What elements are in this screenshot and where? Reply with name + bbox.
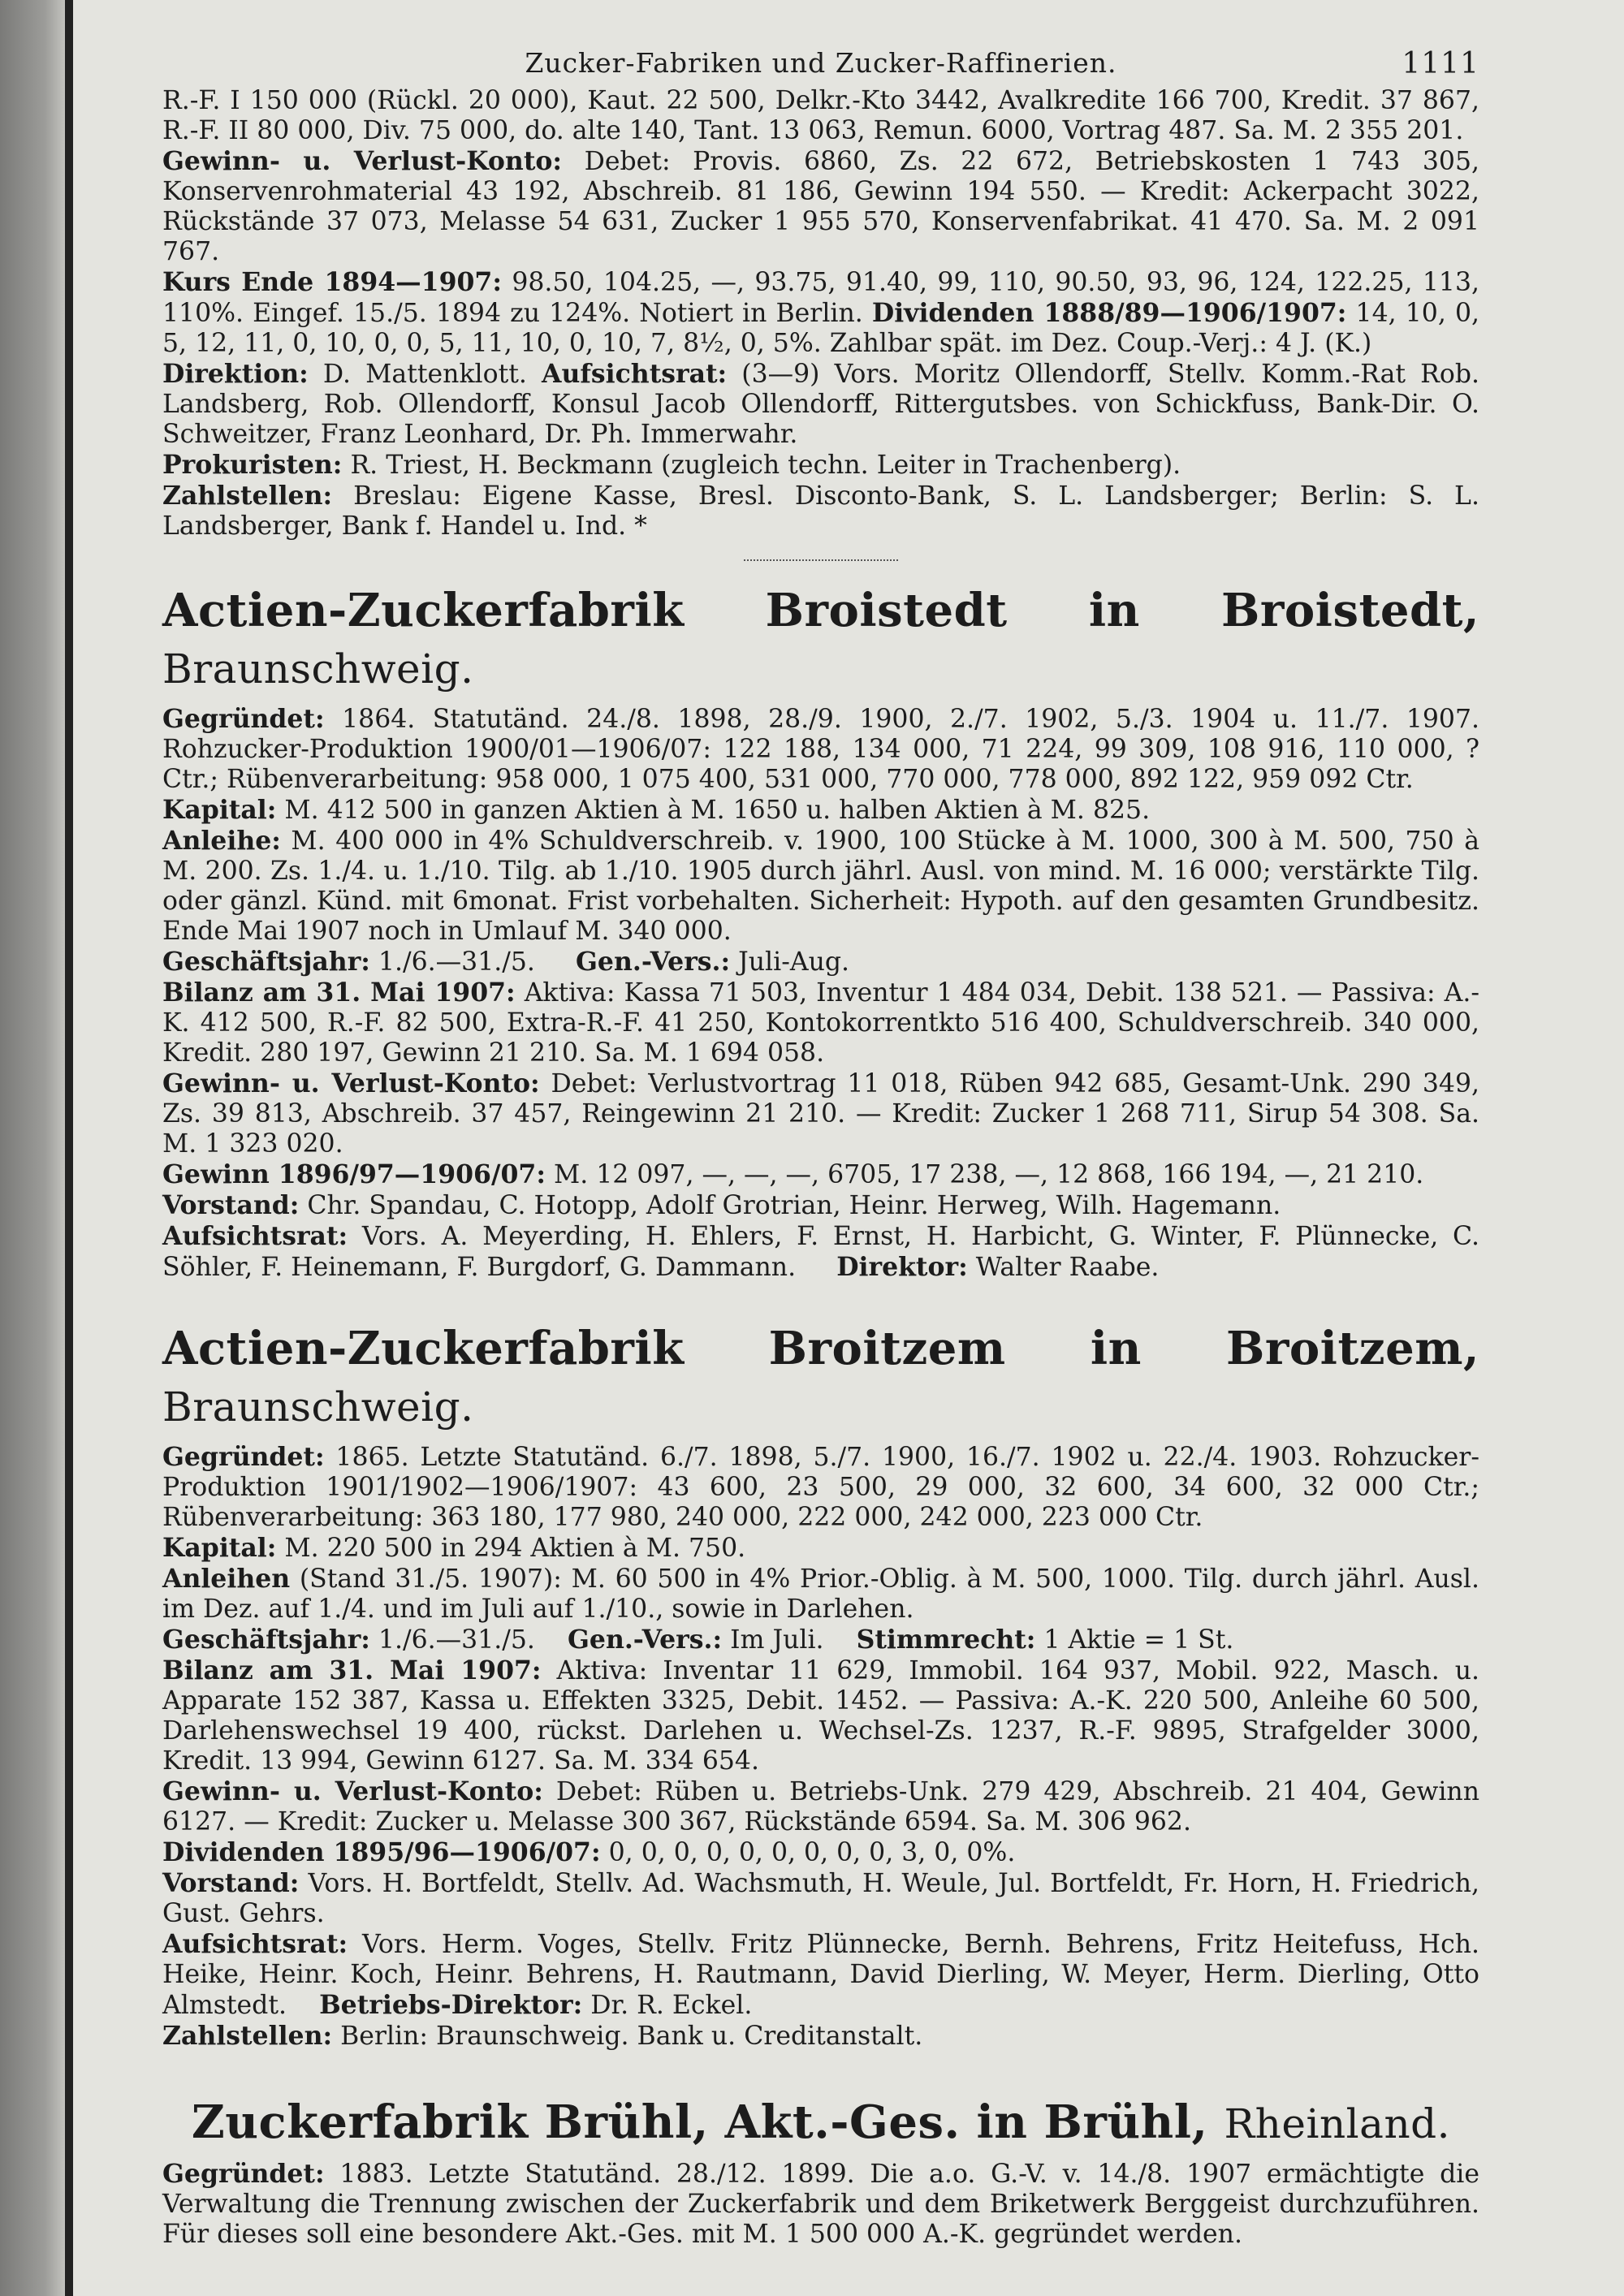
capital-line: Kapital: M. 412 500 in ganzen Aktien à M. 1650 u. halben Aktien à M. 825. [162,795,1151,825]
section-gap [162,1283,1479,1320]
entry-broitzem [162,1320,1479,2052]
founded-line: Gegründet: 1865. Letzte Statutänd. 6./7. 1898, 5./7. 1900, 16./7. 1902 u. 22./4. 1903. Rohzucker-Produktion 1901/1902—1906/1907: 43 600, 23 500, 29 000, 32 600, 34 600, 32 000 Ctr.; Rübenverarbeitung: 363 180, 177 980, 240 000, 222 000, 242 000, 223 000 Ctr. [162,1442,1479,1532]
balance-sheet-line: Bilanz am 31. Mai 1907: Aktiva: Inventar 11 629, Immobil. 164 937, Mobil. 922, Masch. u. Apparate 152 387, Kassa u. Effekten 3325, Debit. 1452. — Passiva: A.-K. 220 500, Anleihe 60 500, Darlehenswechsel 19 400, rückst. Darlehen u. Wechsel-Zs. 1237, R.-F. 9895, Strafgelder 3000, Kredit. 13 994, Gewinn 6127. Sa. M. 334 654. [162,1655,1480,1776]
page-number: 1111 [1402,47,1479,80]
profit-loss-account: Gewinn- u. Verlust-Konto: Debet: Provis. 6860, Zs. 22 672, Betriebskosten 1 743 305, Konservenrohmaterial 43 192, Abschreib. 81 186, Gewinn 194 550. — Kredit: Ackerpacht 3022, Rückstände 37 073, Melasse 54 631, Zucker 1 955 570, Konservenfabrikat. 41 470. Sa. M. 2 091 767. [162,146,1480,266]
procurists-line: Prokuristen: R. Triest, H. Beckmann (zugleich techn. Leiter in Trachenberg). [162,450,1181,480]
company-heading: Actien-Zuckerfabrik Broistedt in Broistedt, Braunschweig. [162,584,1479,693]
supervisory-board-line: Aufsichtsrat: Vors. Herm. Voges, Stellv. Fritz Plünnecke, Bernh. Behrens, Fritz Heitefuss, Hch. Heike, Heinr. Koch, Heinr. Behrens, H. Rautmann, David Dierling, W. Meyer, Herm. Dierling, Otto Almstedt. Betriebs-Direktor: Dr. R. Eckel. [162,1929,1480,2020]
profit-history-line: Gewinn 1896/97—1906/07: M. 12 097, —, —, —, 6705, 17 238, —, 12 868, 166 194, —, 21 210. [162,1159,1424,1189]
paying-agents-line: Zahlstellen: Breslau: Eigene Kasse, Bresl. Disconto-Bank, S. L. Landsberger; Berlin: S. L. Landsberger, Bank f. Handel u. Ind. * [162,481,1479,541]
capital-line: Kapital: M. 220 500 in 294 Aktien à M. 750. [162,1533,746,1563]
fiscal-year-line: Geschäftsjahr: 1./6.—31./5. Gen.-Vers.: Juli-Aug. [162,947,850,977]
entry-bruehl [162,2094,1479,2250]
balance-sheet-line: Bilanz am 31. Mai 1907: Aktiva: Kassa 71 503, Inventur 1 484 034, Debit. 138 521. — Passiva: A.-K. 412 500, R.-F. 82 500, Extra-R.-F. 41 250, Kontokorrentkto 516 400, Schuldverschreib. 340 000, Kredit. 280 197, Gewinn 21 210. Sa. M. 1 694 058. [162,978,1479,1068]
price-dividend-line: Kurs Ende 1894—1907: 98.50, 104.25, —, 93.75, 91.40, 99, 110, 90.50, 93, 96, 124, 122.25, 113, 110%. Eingef. 15./5. 1894 zu 124%. Notiert in Berlin. Dividenden 1888/89—1906/1907: 14, 10, 0, 5, 12, 11, 0, 10, 0, 0, 5, 11, 10, 0, 10, 7, 8½, 0, 5%. Zahlbar spät. im Dez. Coup.-Verj.: 4 J. (K.) [162,267,1480,358]
bond-line: Anleihe: M. 400 000 in 4% Schuldverschreib. v. 1900, 100 Stücke à M. 1000, 300 à M. 500, 750 à M. 200. Zs. 1./4. u. 1./10. Tilg. ab 1./10. 1905 durch jährl. Ausl. von mind. M. 16 000; verstärkte Tilg. oder gänzl. Künd. mit 6monat. Frist vorbehalten. Sicherheit: Hypoth. auf den gesamten Grundbesitz. Ende Mai 1907 noch in Umlauf M. 340 000. [162,826,1479,946]
company-heading: Zuckerfabrik Brühl, Akt.-Ges. in Brühl, Rheinland. [191,2095,1451,2149]
book-binding-shadow [0,0,71,2296]
entry-previous-continued [162,86,1479,542]
management-line: Direktion: D. Mattenklott. Aufsichtsrat: (3—9) Vors. Moritz Ollendorff, Stellv. Komm.-Rat Rob. Landsberg, Rob. Ollendorff, Konsul Jacob Ollendorff, Rittergutsbes. von Schickfuss, Bank-Dir. O. Schweitzer, Franz Leonhard, Dr. Ph. Immerwahr. [162,359,1479,449]
section-gap [162,2052,1479,2094]
founded-line: Gegründet: 1864. Statutänd. 24./8. 1898, 28./9. 1900, 2./7. 1902, 5./3. 1904 u. 11./7. 1907. Rohzucker-Produktion 1900/01—1906/07: 122 188, 134 000, 71 224, 99 309, 108 916, 110 000, ? Ctr.; Rübenverarbeitung: 958 000, 1 075 400, 531 000, 770 000, 778 000, 892 122, 959 092 Ctr. [162,704,1480,794]
founded-line: Gegründet: 1883. Letzte Statutänd. 28./12. 1899. Die a.o. G.-V. v. 14./8. 1907 ermächtigte die Verwaltung die Trennung zwischen der Zuckerfabrik und dem Briketwerk Berggeist durchzuführen. Für dieses soll eine besondere Akt.-Ges. mit M. 1 500 000 A.-K. gegründet werden. [162,2159,1480,2249]
entry-broistedt [162,582,1479,1283]
bond-line: Anleihen (Stand 31./5. 1907): M. 60 500 in 4% Prior.-Oblig. à M. 500, 1000. Tilg. durch jährl. Ausl. im Dez. auf 1./4. und im Juli auf 1./10., sowie in Darlehen. [162,1564,1479,1624]
profit-loss-account: Gewinn- u. Verlust-Konto: Debet: Rüben u. Betriebs-Unk. 279 429, Abschreib. 21 404, Gewinn 6127. — Kredit: Zucker u. Melasse 300 367, Rückstände 6594. Sa. M. 306 962. [162,1776,1479,1836]
fiscal-year-line: Geschäftsjahr: 1./6.—31./5. Gen.-Vers.: Im Juli. Stimmrecht: 1 Aktie = 1 St. [162,1625,1234,1655]
dividends-line: Dividenden 1895/96—1906/07: 0, 0, 0, 0, 0, 0, 0, 0, 0, 3, 0, 0%. [162,1837,1016,1867]
paying-agents-line: Zahlstellen: Berlin: Braunschweig. Bank u. Creditanstalt. [162,2021,923,2051]
company-heading: Actien-Zuckerfabrik Broitzem in Broitzem, Braunschweig. [162,1322,1479,1431]
running-title: Zucker-Fabriken und Zucker-Raffinerien. [525,47,1117,79]
binding-edge [65,0,73,2296]
board-line: Vorstand: Chr. Spandau, C. Hotopp, Adolf Grotrian, Heinr. Herweg, Wilh. Hagemann. [162,1190,1281,1220]
page-content [162,47,1479,2250]
section-separator [744,559,898,561]
board-line: Vorstand: Vors. H. Bortfeldt, Stellv. Ad. Wachsmuth, H. Weule, Jul. Bortfeldt, Fr. Horn, H. Friedrich, Gust. Gehrs. [162,1868,1479,1928]
running-header [162,47,1479,86]
balance-continuation: R.-F. I 150 000 (Rückl. 20 000), Kaut. 22 500, Delkr.-Kto 3442, Avalkredite 166 700, Kredit. 37 867, R.-F. II 80 000, Div. 75 000, do. alte 140, Tant. 13 063, Remun. 6000, Vortrag 487. Sa. M. 2 355 201. [162,86,1479,145]
profit-loss-account: Gewinn- u. Verlust-Konto: Debet: Verlustvortrag 11 018, Rüben 942 685, Gesamt-Unk. 290 349, Zs. 39 813, Abschreib. 37 457, Reingewinn 21 210. — Kredit: Zucker 1 268 711, Sirup 54 308. Sa. M. 1 323 020. [162,1068,1480,1159]
supervisory-board-line: Aufsichtsrat: Vors. A. Meyerding, H. Ehlers, F. Ernst, H. Harbicht, G. Winter, F. Plünnecke, C. Söhler, F. Heinemann, F. Burgdorf, G. Dammann. Direktor: Walter Raabe. [162,1221,1480,1282]
